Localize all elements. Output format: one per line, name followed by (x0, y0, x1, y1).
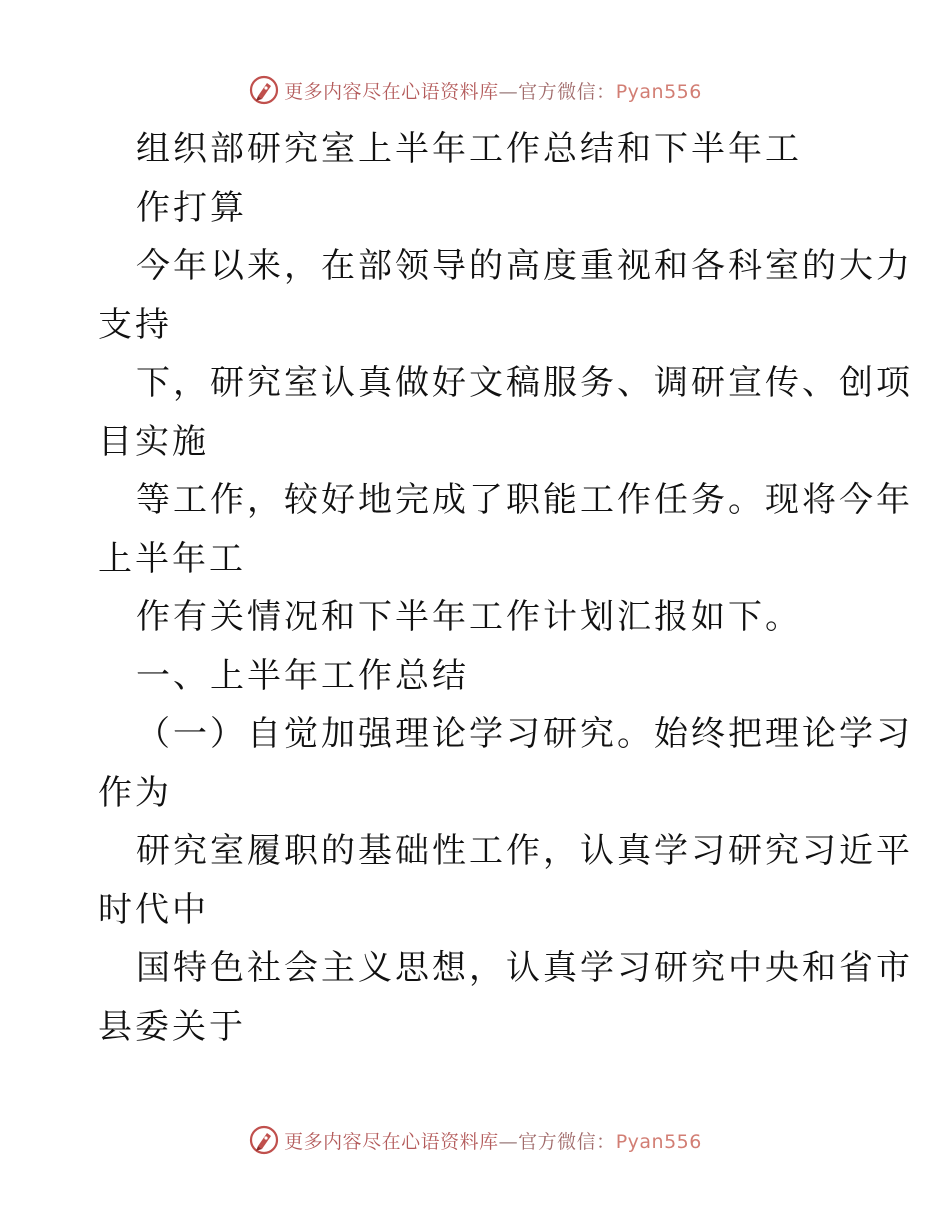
watermark-contact-label: 官方微信： (518, 80, 616, 103)
watermark-text (284, 77, 702, 104)
pen-nib-logo-icon (248, 1124, 280, 1156)
watermark-contact-id: Pyan556 (615, 1130, 702, 1153)
watermark-brand: 更多内容尽在心语资料库 (284, 80, 499, 103)
document-body (98, 120, 913, 1056)
doc-line: 时代中 (98, 889, 209, 930)
watermark-text (284, 1127, 702, 1154)
doc-line: 县委关于 (98, 1006, 246, 1047)
doc-line: 研究室履职的基础性工作，认真学习研究习近平 (136, 831, 913, 871)
doc-line: 作有关情况和下半年工作计划汇报如下。 (136, 597, 802, 637)
watermark-contact-id: Pyan556 (615, 80, 702, 103)
doc-line: 等工作，较好地完成了职能工作任务。现将今年 (136, 480, 913, 520)
doc-line: 国特色社会主义思想，认真学习研究中央和省市 (136, 948, 913, 988)
doc-line: 支持 (98, 304, 172, 345)
doc-line: 今年以来，在部领导的高度重视和各科室的大力 (136, 246, 913, 286)
doc-line: （一）自觉加强理论学习研究。始终把理论学习 (136, 714, 913, 754)
doc-line: 组织部研究室上半年工作总结和下半年工 (136, 129, 802, 169)
doc-line: 下，研究室认真做好文稿服务、调研宣传、创项 (136, 363, 913, 403)
doc-line: 目实施 (98, 421, 209, 462)
doc-line: 上半年工 (98, 538, 246, 579)
header-watermark (0, 70, 950, 110)
pen-nib-logo-icon (248, 74, 280, 106)
watermark-separator: — (498, 80, 519, 103)
watermark-contact-label: 官方微信： (518, 1130, 616, 1153)
footer-watermark (0, 1120, 950, 1160)
watermark-brand: 更多内容尽在心语资料库 (284, 1130, 499, 1153)
doc-line: 一、上半年工作总结 (136, 655, 469, 696)
watermark-separator: — (498, 1130, 519, 1153)
doc-line: 作为 (98, 772, 172, 813)
doc-line: 作打算 (136, 187, 247, 228)
